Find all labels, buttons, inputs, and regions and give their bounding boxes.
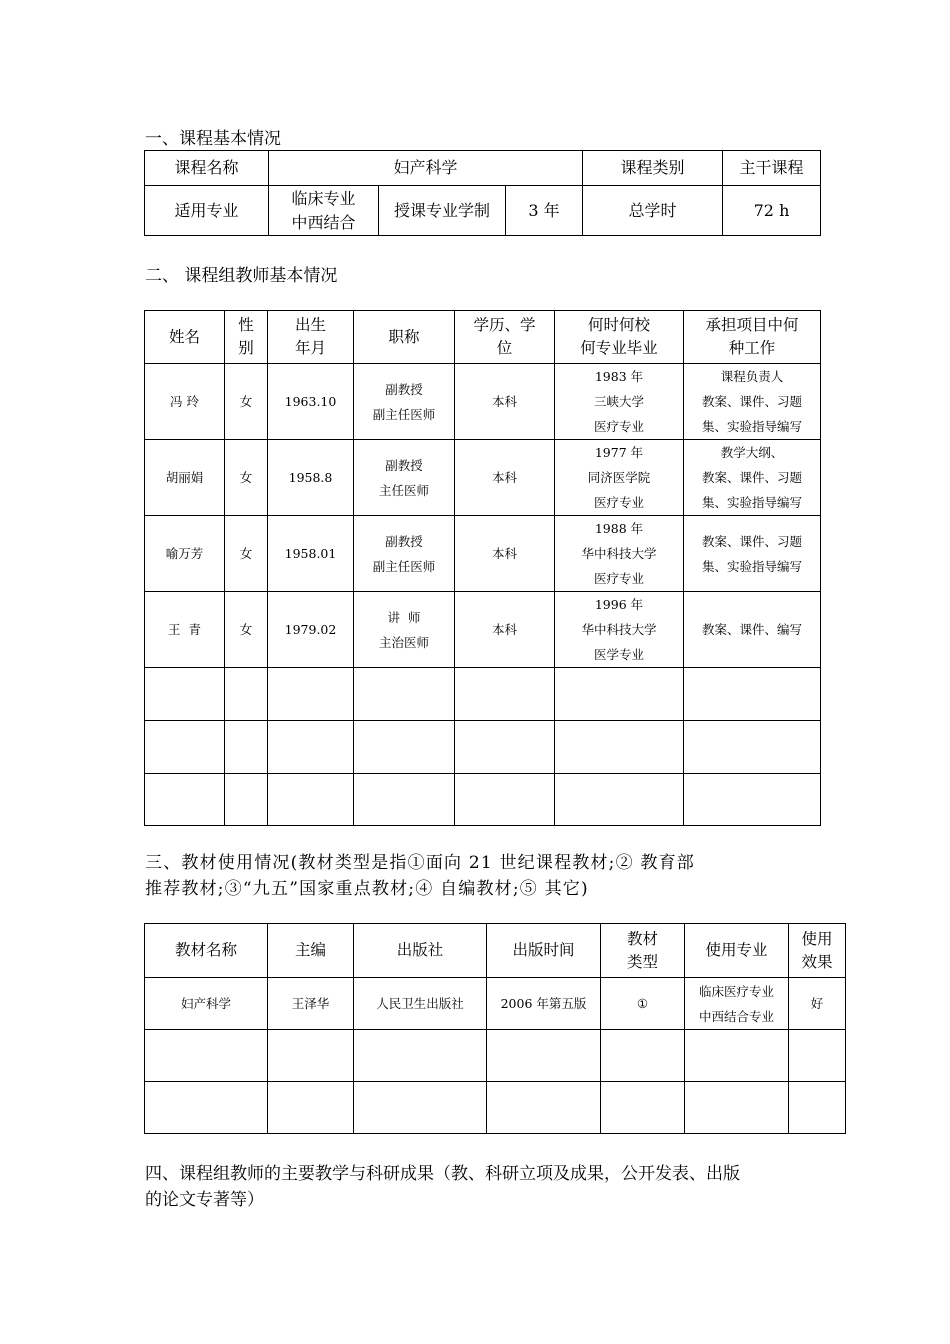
teacher-title: 副教授 主任医师: [354, 440, 455, 516]
table-row-empty: [145, 1082, 846, 1134]
teacher-degree: 本科: [455, 440, 555, 516]
header-used-major: 使用专业: [685, 924, 789, 978]
table-row: [145, 440, 821, 516]
teacher-name: 胡丽娟: [145, 440, 225, 516]
table-row-empty: [145, 668, 821, 721]
textbook-name: 妇产科学: [145, 978, 268, 1030]
major-line1: 临床专业: [291, 188, 356, 208]
teacher-gender: 女: [225, 364, 268, 440]
teacher-birth: 1979.02: [268, 592, 354, 668]
textbook-publisher: 人民卫生出版社: [354, 978, 487, 1030]
teacher-work: 教案、课件、习题 集、实验指导编写: [684, 516, 821, 592]
teacher-degree: 本科: [455, 516, 555, 592]
teacher-name: 冯 玲: [145, 364, 225, 440]
teacher-graduation: 1996 年 华中科技大学 医学专业: [555, 592, 684, 668]
header-publish-time: 出版时间: [487, 924, 601, 978]
teacher-gender: 女: [225, 592, 268, 668]
table-row: [145, 592, 821, 668]
table-row-empty: [145, 1030, 846, 1082]
textbook-effect: 好: [789, 978, 846, 1030]
hours-value: 72 h: [723, 186, 821, 236]
system-label: 授课专业学制: [379, 186, 506, 236]
header-birth: 出生 年月: [268, 311, 354, 364]
table-row-empty: [145, 774, 821, 826]
textbook-type: ①: [601, 978, 685, 1030]
header-textbook-name: 教材名称: [145, 924, 268, 978]
major-value: [269, 186, 379, 236]
header-title: 职称: [354, 311, 455, 364]
header-editor: 主编: [268, 924, 354, 978]
teacher-gender: 女: [225, 440, 268, 516]
system-value: 3 年: [506, 186, 583, 236]
teacher-gender: 女: [225, 516, 268, 592]
section3-heading-line2: 推荐教材;③“九五”国家重点教材;④ 自编教材;⑤ 其它): [145, 879, 589, 899]
header-graduation: 何时何校 何专业毕业: [555, 311, 684, 364]
table-row: [145, 978, 846, 1030]
table-row: [145, 364, 821, 440]
course-name-value: 妇产科学: [269, 151, 583, 186]
header-textbook-type: 教材 类型: [601, 924, 685, 978]
section4-heading-line1: 四、课程组教师的主要教学与科研成果（教、科研立项及成果，公开发表、出版: [145, 1164, 740, 1184]
teacher-name: 王 青: [145, 592, 225, 668]
category-label: 课程类别: [583, 151, 723, 186]
textbook-editor: 王泽华: [268, 978, 354, 1030]
header-effect: 使用 效果: [789, 924, 846, 978]
major-line2: 中西结合: [291, 212, 356, 232]
teacher-table: [144, 310, 821, 826]
header-degree: 学历、学 位: [455, 311, 555, 364]
teacher-title: 副教授 副主任医师: [354, 516, 455, 592]
header-gender: 性 别: [225, 311, 268, 364]
table-row: [145, 516, 821, 592]
section3-heading-line1: 三、教材使用情况(教材类型是指①面向 21 世纪课程教材;② 教育部: [145, 853, 696, 873]
textbook-used-major: 临床医疗专业 中西结合专业: [685, 978, 789, 1030]
teacher-graduation: 1977 年 同济医学院 医疗专业: [555, 440, 684, 516]
teacher-birth: 1958.01: [268, 516, 354, 592]
teacher-graduation: 1983 年 三峡大学 医疗专业: [555, 364, 684, 440]
textbook-table: [144, 923, 846, 1134]
teacher-graduation: 1988 年 华中科技大学 医疗专业: [555, 516, 684, 592]
teacher-work: 课程负责人 教案、课件、习题 集、实验指导编写: [684, 364, 821, 440]
teacher-name: 喻万芳: [145, 516, 225, 592]
section4-heading-line2: 的论文专著等）: [145, 1190, 264, 1210]
header-work: 承担项目中何 种工作: [684, 311, 821, 364]
textbook-publish-time: 2006 年第五版: [487, 978, 601, 1030]
course-name-label: 课程名称: [145, 151, 269, 186]
header-publisher: 出版社: [354, 924, 487, 978]
teacher-birth: 1963.10: [268, 364, 354, 440]
section2-heading: 二、 课程组教师基本情况: [145, 266, 338, 286]
hours-label: 总学时: [583, 186, 723, 236]
teacher-title: 副教授 副主任医师: [354, 364, 455, 440]
header-name: 姓名: [145, 311, 225, 364]
major-label: 适用专业: [145, 186, 269, 236]
category-value: 主干课程: [723, 151, 821, 186]
teacher-degree: 本科: [455, 364, 555, 440]
section1-heading: 一、课程基本情况: [145, 129, 281, 149]
teacher-work: 教学大纲、 教案、课件、习题 集、实验指导编写: [684, 440, 821, 516]
teacher-work: 教案、课件、编写: [684, 592, 821, 668]
course-basic-table: [144, 150, 821, 236]
teacher-title: 讲 师 主治医师: [354, 592, 455, 668]
teacher-birth: 1958.8: [268, 440, 354, 516]
teacher-degree: 本科: [455, 592, 555, 668]
table-row-empty: [145, 721, 821, 774]
